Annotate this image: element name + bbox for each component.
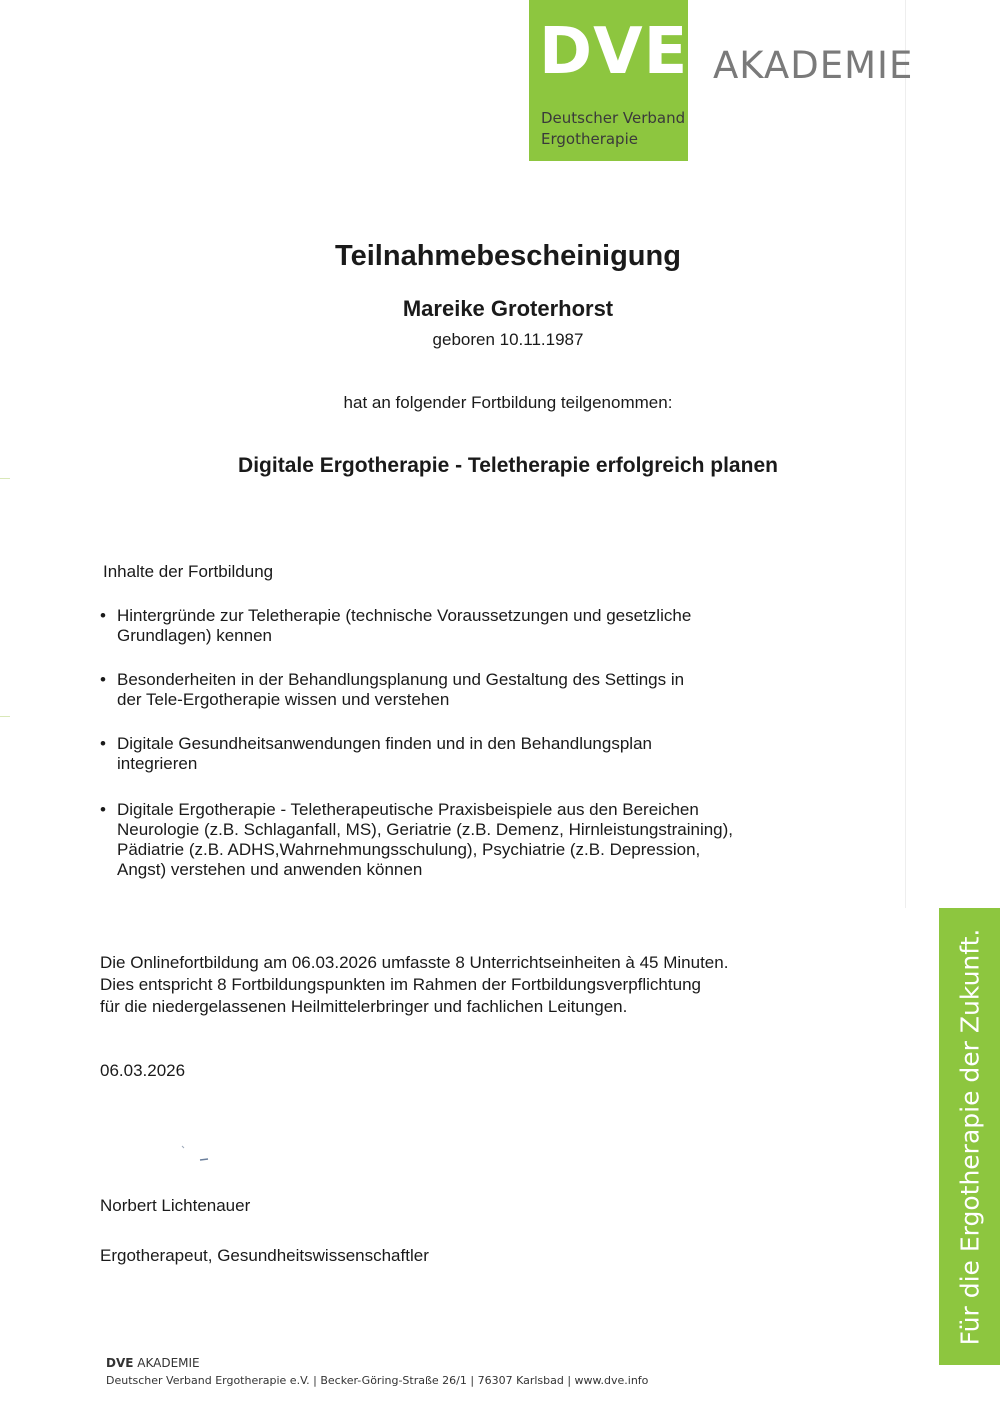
akademie-wordmark: AKADEMIE (713, 44, 914, 87)
logo-subtitle: Deutscher Verband Ergotherapie (541, 109, 686, 148)
course-title: Digitale Ergotherapie - Teletherapie erfolgreich planen (238, 454, 778, 477)
list-item: • Digitale Ergotherapie - Teletherapeutische Praxisbeispiele aus den Bereichen Neurologie (z.B. Schlaganfall, MS), Geriatrie (z.B. Demenz, Hirnleistungstraining), Pädiatrie (z.B. ADHS,Wahrnehmungsschulung), Psychiatrie (z.B. Depression, Angst) verstehen und anwenden können (100, 800, 734, 879)
dve-logo (529, 0, 688, 161)
signer-role: Ergotherapeut, Gesundheitswissenschaftler (100, 1246, 429, 1265)
birth-date: geboren 10.11.1987 (432, 330, 584, 349)
footer-address: Deutscher Verband Ergotherapie e.V. | Becker-Göring-Straße 26/1 | 76307 Karlsbad | www.dve.info (106, 1374, 649, 1387)
bullet-icon: • (100, 800, 106, 819)
bullet-icon: • (100, 734, 106, 753)
course-summary: Die Onlinefortbildung am 06.03.2026 umfasste 8 Unterrichtseinheiten à 45 Minuten. Dies entspricht 8 Fortbildungspunkten im Rahmen der Fortbildungsverpflichtung für die niedergelassenen Heilmittelerbringer und fachlichen Leitungen. (100, 953, 729, 1016)
signer-block (100, 1168, 429, 1293)
scan-edge-mark (0, 716, 10, 717)
signer-name: Norbert Lichtenauer (100, 1196, 251, 1215)
footer-brand: DVE AKADEMIE (106, 1356, 200, 1370)
list-item: • Digitale Gesundheitsanwendungen finden und in den Behandlungsplan integrieren (100, 734, 652, 773)
signature-mark (178, 1138, 218, 1168)
scan-edge-mark (0, 478, 10, 479)
issue-date: 06.03.2026 (100, 1061, 186, 1080)
logo-mark: DVE (539, 15, 689, 89)
list-item: • Besonderheiten in der Behandlungsplanung und Gestaltung des Settings in der Tele-Ergotherapie wissen und verstehen (100, 670, 685, 709)
footer (106, 1356, 648, 1387)
list-item: • Hintergründe zur Teletherapie (technische Voraussetzungen und gesetzliche Grundlagen) kennen (100, 606, 692, 645)
side-banner (939, 908, 1000, 1365)
participant-name: Mareike Groterhorst (402, 296, 614, 321)
intro-text: hat an folgender Fortbildung teilgenommen: (343, 393, 673, 412)
bullet-icon: • (100, 670, 106, 689)
contents-heading: Inhalte der Fortbildung (103, 562, 274, 581)
side-banner-slogan: Für die Ergotherapie der Zukunft. (955, 928, 984, 1345)
bullet-icon: • (100, 606, 106, 625)
page-title: Teilnahmebescheinigung (335, 240, 681, 272)
